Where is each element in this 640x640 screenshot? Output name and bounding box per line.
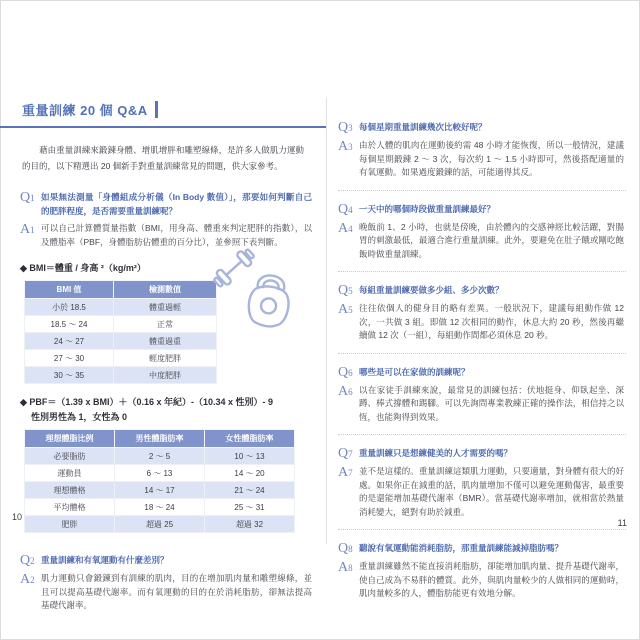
- answer-label: A3: [338, 139, 353, 154]
- table-header-cell: 女性體脂肪率: [205, 430, 295, 448]
- table-row: [25, 448, 295, 465]
- table-cell: 27 ～ 30: [25, 350, 114, 367]
- answer-text: 以在家徒手訓練來說，最常見的訓練包括：伏地挺身、仰臥起坐、深蹲、棒式撐體和踢腳。可以先詢問專業教練正確的操作法，相信持之以恆，也能夠得到效果。: [359, 384, 624, 422]
- table-header-cell: 男性體脂肪率: [115, 430, 205, 448]
- table-cell: 體重過輕: [114, 299, 217, 316]
- answer-label: A5: [338, 302, 353, 317]
- page-title: 重量訓練 20 個 Q&A: [22, 103, 148, 118]
- dumbbell-icon: [211, 246, 257, 289]
- table-cell: 6 ～ 13: [115, 465, 205, 482]
- table-cell: 10 ～ 13: [205, 448, 295, 465]
- table-cell: 正常: [114, 316, 217, 333]
- answer-text: 肌力運動只會鍛鍊到有訓練的肌肉，目的在增加肌肉量和雕塑線條，並且可以提高基礎代謝率。而有氧運動的目的在於消耗脂肪，卻無法提高基礎代謝率。: [41, 573, 312, 610]
- question-label: Q2: [20, 553, 35, 568]
- table-cell: 理想體格: [25, 482, 115, 499]
- question-label: Q4: [338, 201, 353, 217]
- question-text: 如果無法測量「身體組成分析儀（In Body 數值）」，那要如何判斷自己的肥胖程度，是否需要重量訓練呢？: [41, 192, 312, 216]
- bmi-formula-heading: ◆ BMI＝體重 / 身高 ²（kg/m²）: [20, 263, 146, 273]
- answer-text: 可以自己計算體質量指數（BMI，用身高、體重來判定肥胖的指數），以及體脂率（PBF，身體脂肪佔體重的百分比），並參照下表判斷。: [41, 223, 312, 247]
- answer-text: 重量訓練雖然不能直接消耗脂肪，卻能增加肌肉量、提升基礎代謝率，使自己成為不易胖的體質。此外，與肌肉量較少的人做相同的運動時，肌肉量較多的人，體脂肪能更有效地分解。: [359, 561, 624, 598]
- table-header-cell: 檢測數值: [114, 281, 217, 299]
- right-page: [336, 116, 628, 601]
- fitness-illustration: [204, 242, 316, 339]
- table-cell: 14 ～ 17: [115, 482, 205, 499]
- pbf-formula-heading: ◆ PBF＝（1.39 x BMI）＋（0.16 x 年紀）-（10.34 x 性別）- 9: [20, 397, 273, 407]
- table-cell: 體重過重: [114, 333, 217, 350]
- question-text: 每個星期重量訓練幾次比較好呢？: [359, 122, 487, 132]
- question-text: 哪些是可以在家做的訓練呢？: [359, 366, 470, 377]
- question-label: Q6: [338, 364, 353, 380]
- qa-block-q5: [336, 283, 628, 343]
- table-cell: 25 ～ 31: [205, 499, 295, 516]
- intro-paragraph: 藉由重量訓練來鍛鍊身體、增肌增胖和雕塑線條，是許多人做肌力運動的目的，以下精選出 20 個新手對重量訓練常見的問題，供大家參考。: [22, 145, 304, 171]
- qa-block-q8: [336, 541, 628, 601]
- answer-label: A7: [338, 465, 353, 480]
- dotted-separator: [338, 190, 626, 191]
- answer-label: A2: [20, 572, 35, 587]
- table-row: [25, 482, 295, 499]
- table-row: [25, 333, 217, 350]
- answer-label: A4: [338, 220, 353, 236]
- table-cell: 運動員: [25, 465, 115, 482]
- table-cell: 肥胖: [25, 516, 115, 533]
- dotted-separator: [338, 434, 626, 435]
- question-text: 重量訓練只是想練健美的人才需要的嗎？: [359, 448, 513, 458]
- question-label: Q8: [338, 541, 353, 556]
- page-number-right: 11: [617, 518, 627, 528]
- qa-block-q2: [0, 553, 326, 613]
- question-label: Q7: [338, 446, 353, 461]
- table-row: [25, 465, 295, 482]
- table-cell: 21 ～ 24: [205, 482, 295, 499]
- dotted-separator: [338, 271, 626, 272]
- qa-block-q7: [336, 446, 628, 519]
- table-cell: 2 ～ 5: [115, 448, 205, 465]
- table-header-row: [25, 430, 295, 448]
- table-row: [25, 350, 217, 367]
- answer-text: 並不是這樣的。重量訓練這類肌力運動，只要適量，對身體有很大的好處。如果你正在減重的話，肌肉量增加不僅可以避免運動傷害，最重要的是還能增加基礎代謝率（BMR）。當基礎代謝率增加，就相當於熱量消耗變大，絕對有助於減重。: [359, 466, 624, 517]
- table-cell: 14 ～ 20: [205, 465, 295, 482]
- dotted-separator: [338, 353, 626, 354]
- table-header-row: [25, 281, 217, 299]
- qa-block-q6: [336, 365, 628, 425]
- qa-block-q3: [336, 120, 628, 180]
- table-row: [25, 299, 217, 316]
- question-label: Q3: [338, 120, 353, 135]
- table-cell: 輕度肥胖: [114, 350, 217, 367]
- page-number-left: 10: [12, 512, 23, 522]
- pbf-formula-note: 性別男性為 1，女性為 0: [31, 412, 128, 422]
- qa-block-q4: [336, 202, 628, 262]
- table-row: [25, 499, 295, 516]
- table-cell: 平均體格: [25, 499, 115, 516]
- question-label: Q5: [338, 283, 353, 298]
- table-cell: 小於 18.5: [25, 299, 114, 316]
- table-row: [25, 516, 295, 533]
- spine-divider: [326, 98, 327, 544]
- table-row: [25, 316, 217, 333]
- answer-label: A1: [20, 222, 35, 237]
- question-text: 聽說有氧運動能消耗脂肪，那重量訓練能減掉脂肪嗎？: [359, 543, 564, 553]
- question-text: 一天中的哪個時段做重量訓練最好？: [359, 203, 496, 214]
- kettlebell-icon: [246, 273, 291, 328]
- qa-block-q1: [0, 190, 326, 249]
- table-row: [25, 367, 217, 384]
- left-page: [0, 96, 326, 613]
- question-label: Q1: [20, 190, 35, 205]
- table-cell: 必要脂肪: [25, 448, 115, 465]
- answer-text: 往往依個人的健身目的略有差異。一般狀況下，建議每組動作做 12 次，一共做 3 組。即做 12 次相同的動作，休息大約 20 秒，然後再繼續做 12 次（一組），每組動作間都必須休息 20 秒。: [359, 303, 624, 340]
- answer-text: 晚飯前 1、2 小時，也就是傍晚，由於體內的交感神經比較活躍，對腸胃的刺激最低，最適合進行重量訓練。此外，要避免在肚子餓或剛吃飽飯時做重量訓練。: [359, 221, 624, 259]
- chapter-header: [0, 96, 326, 128]
- table-cell: 30 ～ 35: [25, 367, 114, 384]
- answer-text: 由於人體的肌肉在運動後約需 48 小時才能恢復，所以一般情況，建議每個星期鍛鍊 2 ～ 3 次，每次約 1 ～ 1.5 小時即可，然後搭配適量的有氧運動。如果過度鍛鍊的話，可能適得其反。: [359, 140, 624, 177]
- bmi-table: [24, 280, 217, 384]
- answer-label: A6: [338, 383, 353, 399]
- table-cell: 超過 25: [115, 516, 205, 533]
- bodyfat-table: [24, 429, 295, 533]
- table-cell: 中度肥胖: [114, 367, 217, 384]
- answer-label: A8: [338, 560, 353, 575]
- table-cell: 18.5 ～ 24: [25, 316, 114, 333]
- table-cell: 18 ～ 24: [115, 499, 205, 516]
- table-cell: 超過 32: [205, 516, 295, 533]
- question-text: 重量訓練和有氧運動有什麼差別？: [41, 555, 169, 565]
- title-accent-bar: [155, 101, 158, 118]
- table-header-cell: 理想體脂比例: [25, 430, 115, 448]
- question-text: 每組重量訓練要做多少組、多少次數？: [359, 285, 504, 295]
- table-cell: 24 ～ 27: [25, 333, 114, 350]
- table-header-cell: BMI 值: [25, 281, 114, 299]
- dotted-separator: [338, 529, 626, 530]
